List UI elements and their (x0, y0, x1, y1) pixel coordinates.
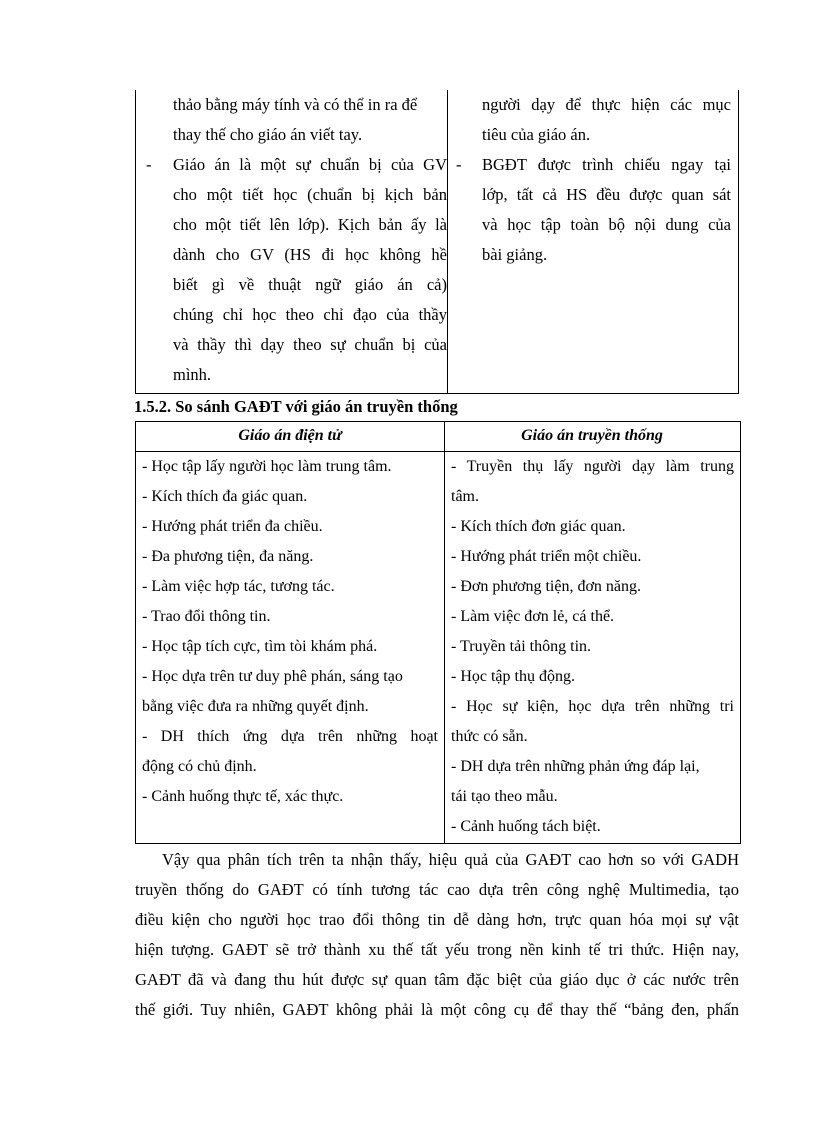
left-cell-line: - Hướng phát triển đa chiều. (142, 518, 323, 535)
left-cell-line: - Học dựa trên tư duy phê phán, sáng tạo (142, 668, 403, 685)
right-cell-line: - Đơn phương tiện, đơn năng. (451, 578, 642, 595)
right-cell-line: - Kích thích đơn giác quan. (451, 518, 626, 535)
paragraph-line: thế giới. Tuy nhiên, GAĐT không phải là một công cụ để thay thế “bảng đen, phấn (135, 1000, 739, 1019)
right-cell-line: - Truyền thụ lấy người dạy làm trung (451, 458, 734, 475)
left-cell-line: - Đa phương tiện, đa năng. (142, 548, 314, 565)
right-cell-line: - Học sự kiện, học dựa trên những tri (451, 698, 734, 715)
column-divider (444, 422, 445, 843)
paragraph-line: điều kiện cho người học trao đổi thông tin dễ dàng hơn, trực quan hóa mọi sự vật (135, 910, 739, 929)
left-cell-line: biết gì về thuật ngữ giáo án cả) (173, 275, 447, 294)
left-cell-line: mình. (173, 365, 212, 384)
left-cell-line: Giáo án là một sự chuẩn bị của GV (173, 155, 447, 174)
paragraph-line: GAĐT đã và đang thu hút được sự quan tâm đặc biệt của giáo dục ở các nước trên (135, 970, 739, 989)
comparison-table-continued (135, 90, 739, 394)
section-heading: 1.5.2. So sánh GAĐT với giáo án truyền thống (134, 397, 458, 416)
paragraph-line: hiện tượng. GAĐT sẽ trở thành xu thế tất yếu trong nền kinh tế tri thức. Hiện nay, (135, 940, 739, 959)
right-cell-line: - Truyền tải thông tin. (451, 638, 592, 655)
right-cell-line: người dạy để thực hiện các mục (482, 95, 731, 114)
left-cell-line: thảo bằng máy tính và có thể in ra để (173, 95, 418, 114)
column-header-electronic: Giáo án điện tử (238, 427, 342, 444)
right-cell-line: tiêu của giáo án. (482, 125, 591, 144)
right-cell-line: tâm. (451, 488, 479, 505)
right-cell-line: và học tập toàn bộ nội dung của (482, 215, 731, 234)
right-cell-line: - Làm việc đơn lẻ, cá thể. (451, 608, 615, 625)
left-cell-line: dành cho GV (HS đi học không hề (173, 245, 447, 264)
left-cell-line: cho một tiết học (chuẩn bị kịch bản (173, 185, 447, 204)
paragraph-line: Vậy qua phân tích trên ta nhận thấy, hiệu quả của GAĐT cao hơn so với GADH (162, 850, 739, 869)
left-cell-line: - DH thích ứng dựa trên những hoạt (142, 728, 438, 745)
body-paragraph (135, 850, 739, 1030)
left-cell-line: cho một tiết lên lớp). Kịch bản ấy là (173, 215, 447, 234)
bullet-dash: - (456, 155, 462, 174)
right-cell-line: bài giảng. (482, 245, 548, 264)
left-cell-line: và thầy thì dạy theo sự chuẩn bị của (173, 335, 447, 354)
left-cell-line: - Cảnh huống thực tế, xác thực. (142, 788, 344, 805)
left-cell-line: động có chủ định. (142, 758, 257, 775)
left-cell-line: - Làm việc hợp tác, tương tác. (142, 578, 335, 595)
right-cell-line: tái tạo theo mẫu. (451, 788, 558, 805)
right-cell-line: - Hướng phát triển một chiều. (451, 548, 642, 565)
right-cell-line: - Cảnh huống tách biệt. (451, 818, 601, 835)
left-cell-line: - Học tập lấy người học làm trung tâm. (142, 458, 392, 475)
right-cell-line: - DH dựa trên những phản ứng đáp lại, (451, 758, 700, 775)
right-cell-line: lớp, tất cả HS đều được quan sát (482, 185, 731, 204)
left-cell-line: thay thế cho giáo án viết tay. (173, 125, 363, 144)
left-cell-line: bằng việc đưa ra những quyết định. (142, 698, 369, 715)
right-cell-line: thức có sẵn. (451, 728, 528, 745)
right-cell-line: BGĐT được trình chiếu ngay tại (482, 155, 731, 174)
paragraph-line: truyền thống do GAĐT có tính tương tác cao dựa trên công nghệ Multimedia, tạo (135, 880, 739, 899)
left-cell-line: - Học tập tích cực, tìm tòi khám phá. (142, 638, 378, 655)
column-header-traditional: Giáo án truyền thống (521, 427, 663, 444)
column-divider (447, 90, 448, 393)
bullet-dash: - (146, 155, 152, 174)
right-cell-line: - Học tập thụ động. (451, 668, 575, 685)
left-cell-line: - Kích thích đa giác quan. (142, 488, 308, 505)
left-cell-line: - Trao đổi thông tin. (142, 608, 271, 625)
left-cell-line: chúng chỉ học theo chỉ đạo của thầy (173, 305, 447, 324)
header-row-border (136, 451, 740, 452)
comparison-table (135, 421, 741, 844)
